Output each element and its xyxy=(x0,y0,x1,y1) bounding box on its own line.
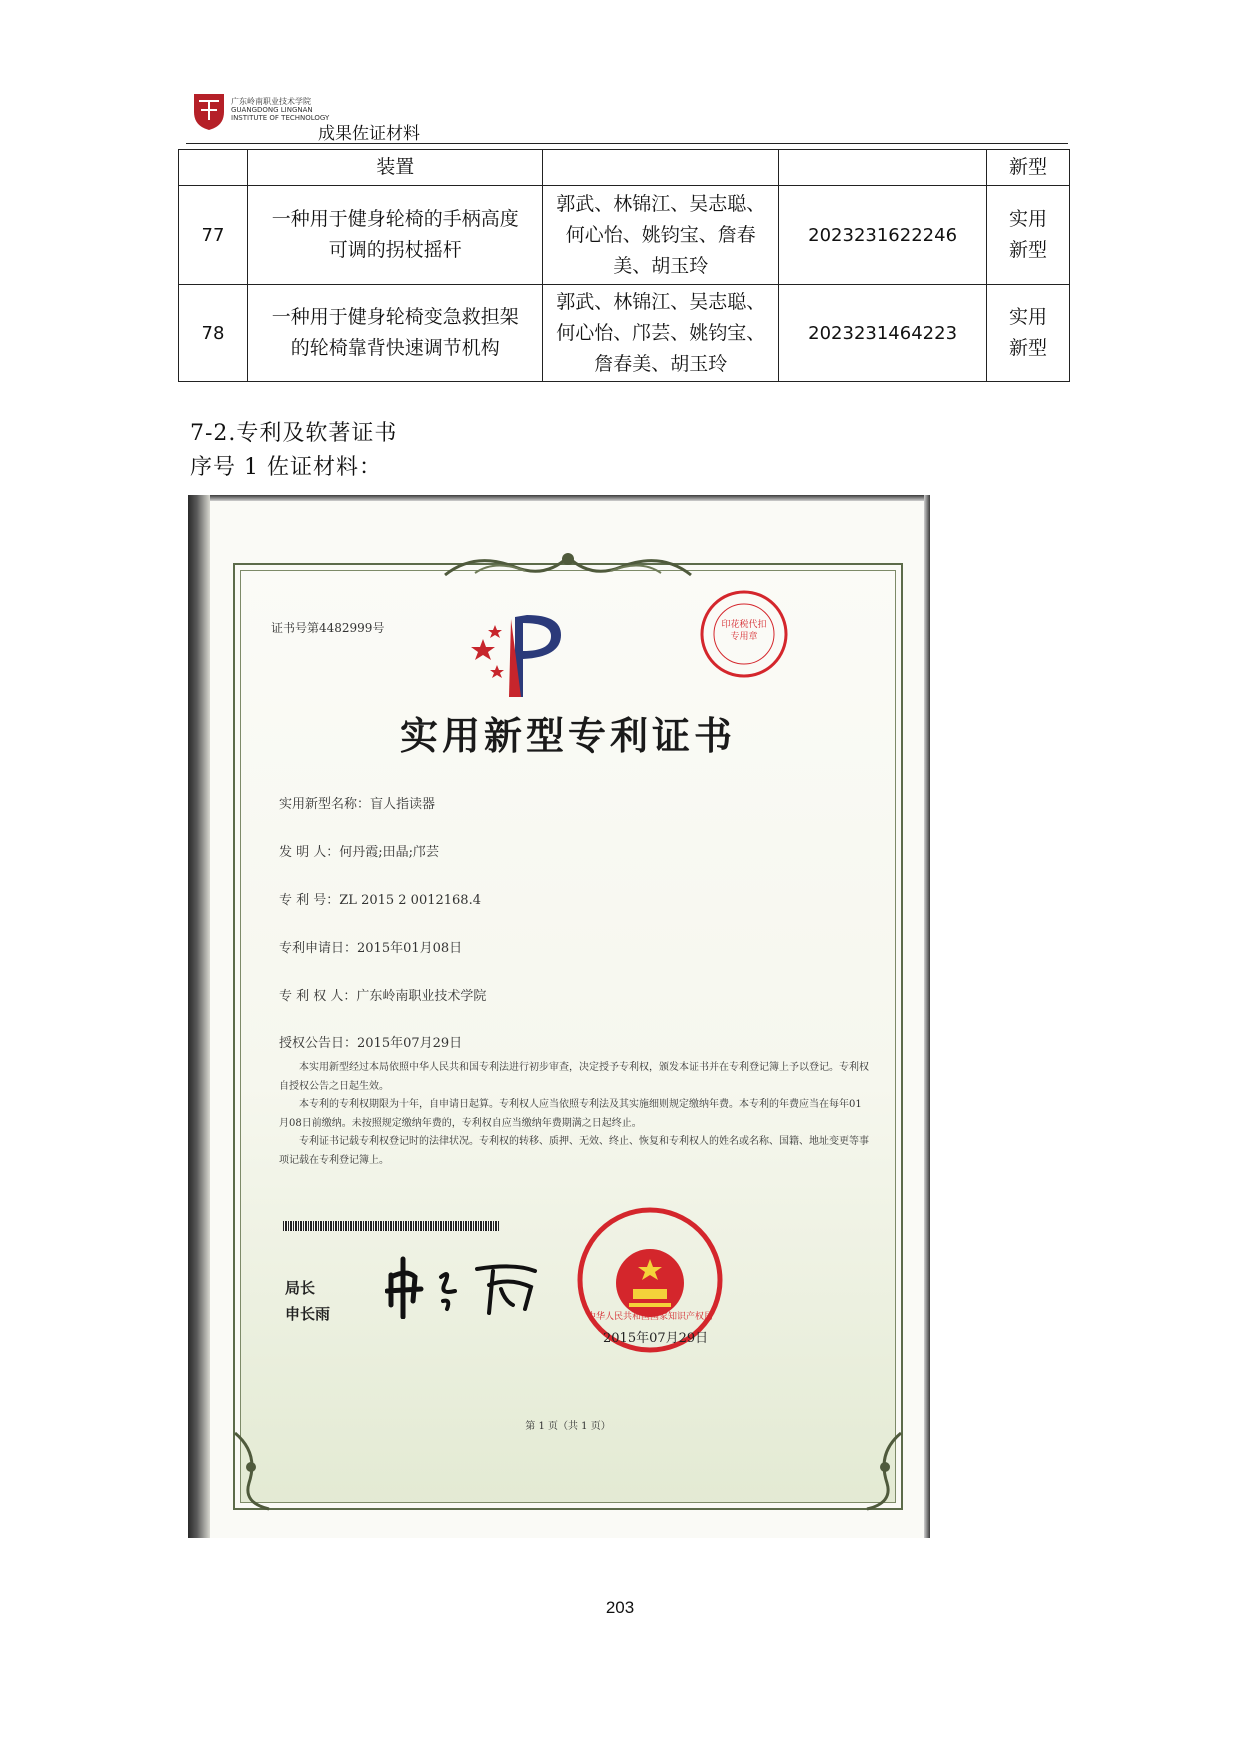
cnipa-emblem-icon xyxy=(465,609,575,701)
certificate-number: 证书号第4482999号 xyxy=(271,621,385,635)
cell-number: 2023231464223 xyxy=(779,285,987,382)
photo-edge-left xyxy=(188,495,210,1538)
field-announce-date: 授权公告日：2015年07月29日 xyxy=(279,1036,463,1051)
body-paragraph: 本专利的专利权期限为十年，自申请日起算。专利权人应当依照专利法及其实施细则规定缴纳年费。本专利的年费应当在每年01月08日前缴纳。未按照规定缴纳年费的，专利权自应当缴纳年费期满之日起终止。 xyxy=(279,1099,862,1129)
field-name: 实用新型名称：盲人指读器 xyxy=(279,797,436,812)
cell-inventors: 郭武、林锦江、吴志聪、何心怡、邝芸、姚钧宝、詹春美、胡玉玲 xyxy=(543,285,779,382)
certificate-body xyxy=(279,1059,869,1170)
photo-edge-top xyxy=(188,495,930,501)
photo-edge-right xyxy=(924,495,930,1538)
certificate-photo xyxy=(188,495,930,1538)
cell-inventors xyxy=(543,150,779,186)
seal-date: 2015年07月29日 xyxy=(603,1331,709,1346)
school-name-en-2: INSTITUTE OF TECHNOLOGY xyxy=(231,114,330,122)
ornament-bottom-left-icon xyxy=(229,1423,289,1513)
cell-type: 新型 xyxy=(987,150,1070,186)
ornament-top-icon xyxy=(435,549,701,583)
cell-type: 实用新型 xyxy=(987,186,1070,285)
school-name-cn: 广东岭南职业技术学院 xyxy=(231,97,311,106)
cell-name: 一种用于健身轮椅变急救担架的轮椅靠背快速调节机构 xyxy=(247,285,543,382)
school-name xyxy=(231,98,329,122)
certificate-title: 实用新型专利证书 xyxy=(399,713,736,758)
director-name: 申长雨 xyxy=(285,1305,331,1323)
section-subtitle: 序号 1 佐证材料： xyxy=(190,455,382,480)
field-filing-date: 专利申请日：2015年01月08日 xyxy=(279,941,463,956)
barcode xyxy=(283,1221,499,1231)
school-name-en: GUANGDONG LINGNAN xyxy=(231,106,313,114)
cell-inventors: 郭武、林锦江、吴志聪、何心怡、姚钧宝、詹春美、胡玉玲 xyxy=(543,186,779,285)
cell-type: 实用新型 xyxy=(987,285,1070,382)
page-number: 203 xyxy=(605,1598,635,1617)
cell-number xyxy=(779,150,987,186)
cell-number: 2023231622246 xyxy=(779,186,987,285)
director-title: 局长 xyxy=(285,1279,316,1297)
national-seal-text: 中华人民共和国国家知识产权局 xyxy=(587,1312,714,1322)
table-row xyxy=(179,285,1070,382)
cell-no: 78 xyxy=(179,285,248,382)
achievement-table xyxy=(178,149,1070,382)
table-row xyxy=(179,186,1070,285)
certificate xyxy=(233,563,903,1510)
body-paragraph: 专利证书记载专利权登记时的法律状况。专利权的转移、质押、无效、终止、恢复和专利权人的姓名或名称、国籍、地址变更等事项记载在专利登记簿上。 xyxy=(279,1136,869,1166)
ornament-bottom-right-icon xyxy=(847,1423,907,1513)
cell-no: 77 xyxy=(179,186,248,285)
signature-icon xyxy=(385,1255,545,1319)
page-header-title: 成果佐证材料 xyxy=(318,124,420,144)
field-inventors: 发 明 人：何丹霞;田晶;邝芸 xyxy=(279,845,440,860)
section-title: 7-2.专利及软著证书 xyxy=(190,421,398,446)
certificate-page-note: 第 1 页（共 1 页） xyxy=(525,1421,611,1432)
agency-seal-text: 印花税代扣专用章 xyxy=(721,620,767,642)
field-holder: 专 利 权 人：广东岭南职业技术学院 xyxy=(279,989,487,1004)
table-row xyxy=(179,150,1070,186)
cell-name: 装置 xyxy=(247,150,543,186)
cell-no xyxy=(179,150,248,186)
cell-name: 一种用于健身轮椅的手柄高度可调的拐杖摇杆 xyxy=(247,186,543,285)
field-patent-no: 专 利 号：ZL 2015 2 0012168.4 xyxy=(279,893,481,908)
header-divider xyxy=(186,143,1068,144)
body-paragraph: 本实用新型经过本局依照中华人民共和国专利法进行初步审查，决定授予专利权，颁发本证书并在专利登记簿上予以登记。专利权自授权公告之日起生效。 xyxy=(279,1062,869,1092)
